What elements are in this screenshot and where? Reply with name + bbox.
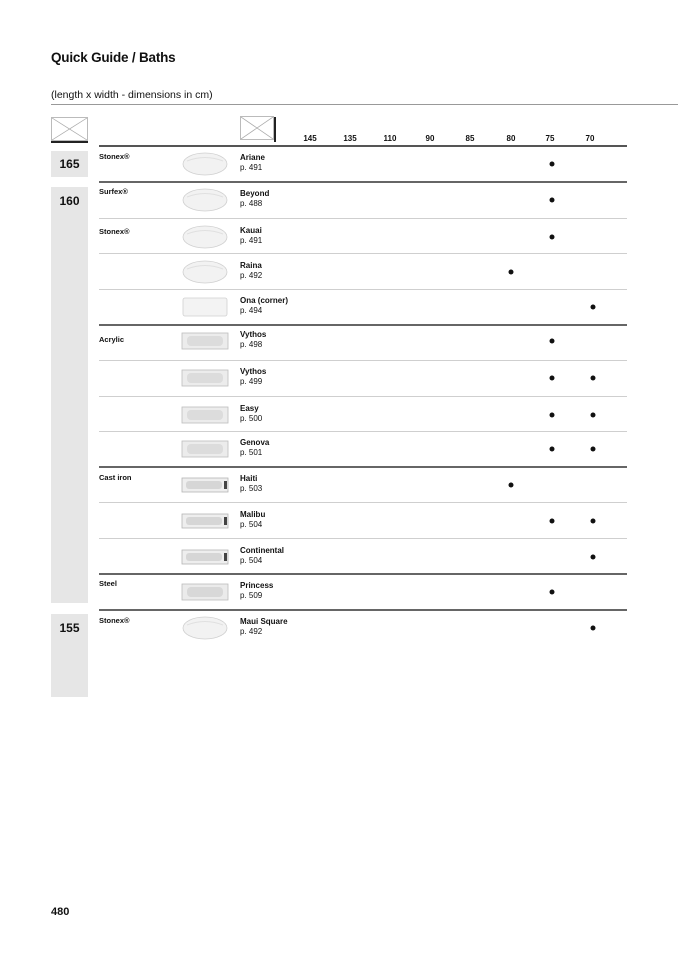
model-name: Haiti — [240, 474, 258, 483]
row-rule — [99, 181, 627, 183]
page-title: Quick Guide / Baths — [51, 50, 176, 65]
model-name: Kauai — [240, 226, 262, 235]
availability-dot — [550, 376, 555, 381]
column-header: 110 — [383, 134, 397, 143]
length-label: 155 — [59, 621, 80, 635]
availability-dot — [550, 447, 555, 452]
row-rule — [99, 396, 627, 397]
column-header: 80 — [506, 134, 516, 143]
model-name: Maui Square — [240, 617, 288, 626]
row-rule — [99, 253, 627, 254]
availability-dot — [591, 376, 596, 381]
model-name: Ona (corner) — [240, 296, 289, 305]
model-name: Raina — [240, 261, 262, 270]
corner-tub-image — [181, 293, 229, 321]
row-rule — [99, 466, 627, 468]
column-header: 145 — [303, 134, 317, 143]
length-label: 160 — [59, 194, 80, 208]
width-axis-line — [274, 117, 276, 142]
row-rule — [99, 538, 627, 539]
availability-dot — [550, 590, 555, 595]
availability-dot — [550, 198, 555, 203]
built-in-tub-image — [181, 435, 229, 463]
availability-dot — [550, 519, 555, 524]
model-name: Princess — [240, 581, 274, 590]
model-name: Ariane — [240, 153, 265, 162]
model-page-ref: p. 492 — [240, 627, 263, 636]
model-page-ref: p. 492 — [240, 271, 263, 280]
model-page-ref: p. 501 — [240, 448, 263, 457]
model-page-ref: p. 498 — [240, 340, 263, 349]
model-page-ref: p. 500 — [240, 414, 263, 423]
model-page-ref: p. 504 — [240, 520, 263, 529]
availability-dot — [591, 519, 596, 524]
subtitle-rule — [51, 104, 678, 105]
length-block — [51, 187, 88, 603]
material-label: Acrylic — [99, 335, 125, 344]
row-rule — [99, 431, 627, 432]
length-axis-line — [51, 141, 88, 143]
model-page-ref: p. 503 — [240, 484, 263, 493]
freestanding-tub-image — [181, 223, 229, 251]
model-page-ref: p. 499 — [240, 377, 263, 386]
row-rule — [99, 609, 627, 611]
steel-tub-image — [181, 578, 229, 606]
width-image-placeholder-icon — [240, 116, 274, 140]
model-page-ref: p. 509 — [240, 591, 263, 600]
built-in-tub-image — [181, 364, 229, 392]
length-label: 165 — [59, 157, 80, 171]
column-header: 85 — [465, 134, 475, 143]
row-rule — [99, 324, 627, 326]
freestanding-tub-image — [181, 150, 229, 178]
model-name: Vythos — [240, 367, 267, 376]
built-in-tub-image — [181, 401, 229, 429]
model-name: Easy — [240, 404, 259, 413]
availability-dot — [550, 162, 555, 167]
material-label: Steel — [99, 579, 117, 588]
material-label: Stonex® — [99, 227, 130, 236]
model-name: Vythos — [240, 330, 267, 339]
availability-dot — [550, 339, 555, 344]
availability-dot — [509, 483, 514, 488]
column-header: 75 — [545, 134, 555, 143]
header-rule — [99, 145, 627, 147]
model-page-ref: p. 504 — [240, 556, 263, 565]
model-name: Genova — [240, 438, 270, 447]
availability-dot — [591, 447, 596, 452]
cast-iron-tub-image — [181, 543, 229, 571]
availability-dot — [591, 413, 596, 418]
cast-iron-tub-image — [181, 471, 229, 499]
cast-iron-tub-image — [181, 507, 229, 535]
material-label: Cast iron — [99, 473, 132, 482]
column-header: 90 — [425, 134, 435, 143]
row-rule — [99, 502, 627, 503]
column-header: 135 — [343, 134, 357, 143]
model-page-ref: p. 488 — [240, 199, 263, 208]
freestanding-tub-image — [181, 186, 229, 214]
built-in-tub-image — [181, 327, 229, 355]
model-name: Beyond — [240, 189, 270, 198]
material-label: Stonex® — [99, 152, 130, 161]
availability-dot — [550, 235, 555, 240]
availability-dot — [591, 626, 596, 631]
row-rule — [99, 289, 627, 290]
column-header: 70 — [585, 134, 595, 143]
page-number: 480 — [51, 906, 70, 918]
availability-dot — [550, 413, 555, 418]
row-rule — [99, 218, 627, 219]
freestanding-tub-image — [181, 258, 229, 286]
row-rule — [99, 360, 627, 361]
model-page-ref: p. 494 — [240, 306, 263, 315]
subtitle: (length x width - dimensions in cm) — [51, 89, 213, 101]
material-label: Stonex® — [99, 616, 130, 625]
model-page-ref: p. 491 — [240, 236, 263, 245]
freestanding-tub-image — [181, 614, 229, 642]
model-page-ref: p. 491 — [240, 163, 263, 172]
availability-dot — [591, 555, 596, 560]
material-label: Surfex® — [99, 187, 128, 196]
row-rule — [99, 573, 627, 575]
length-image-placeholder-icon — [51, 117, 88, 141]
availability-dot — [591, 305, 596, 310]
model-name: Continental — [240, 546, 284, 555]
availability-dot — [509, 270, 514, 275]
model-name: Malibu — [240, 510, 266, 519]
